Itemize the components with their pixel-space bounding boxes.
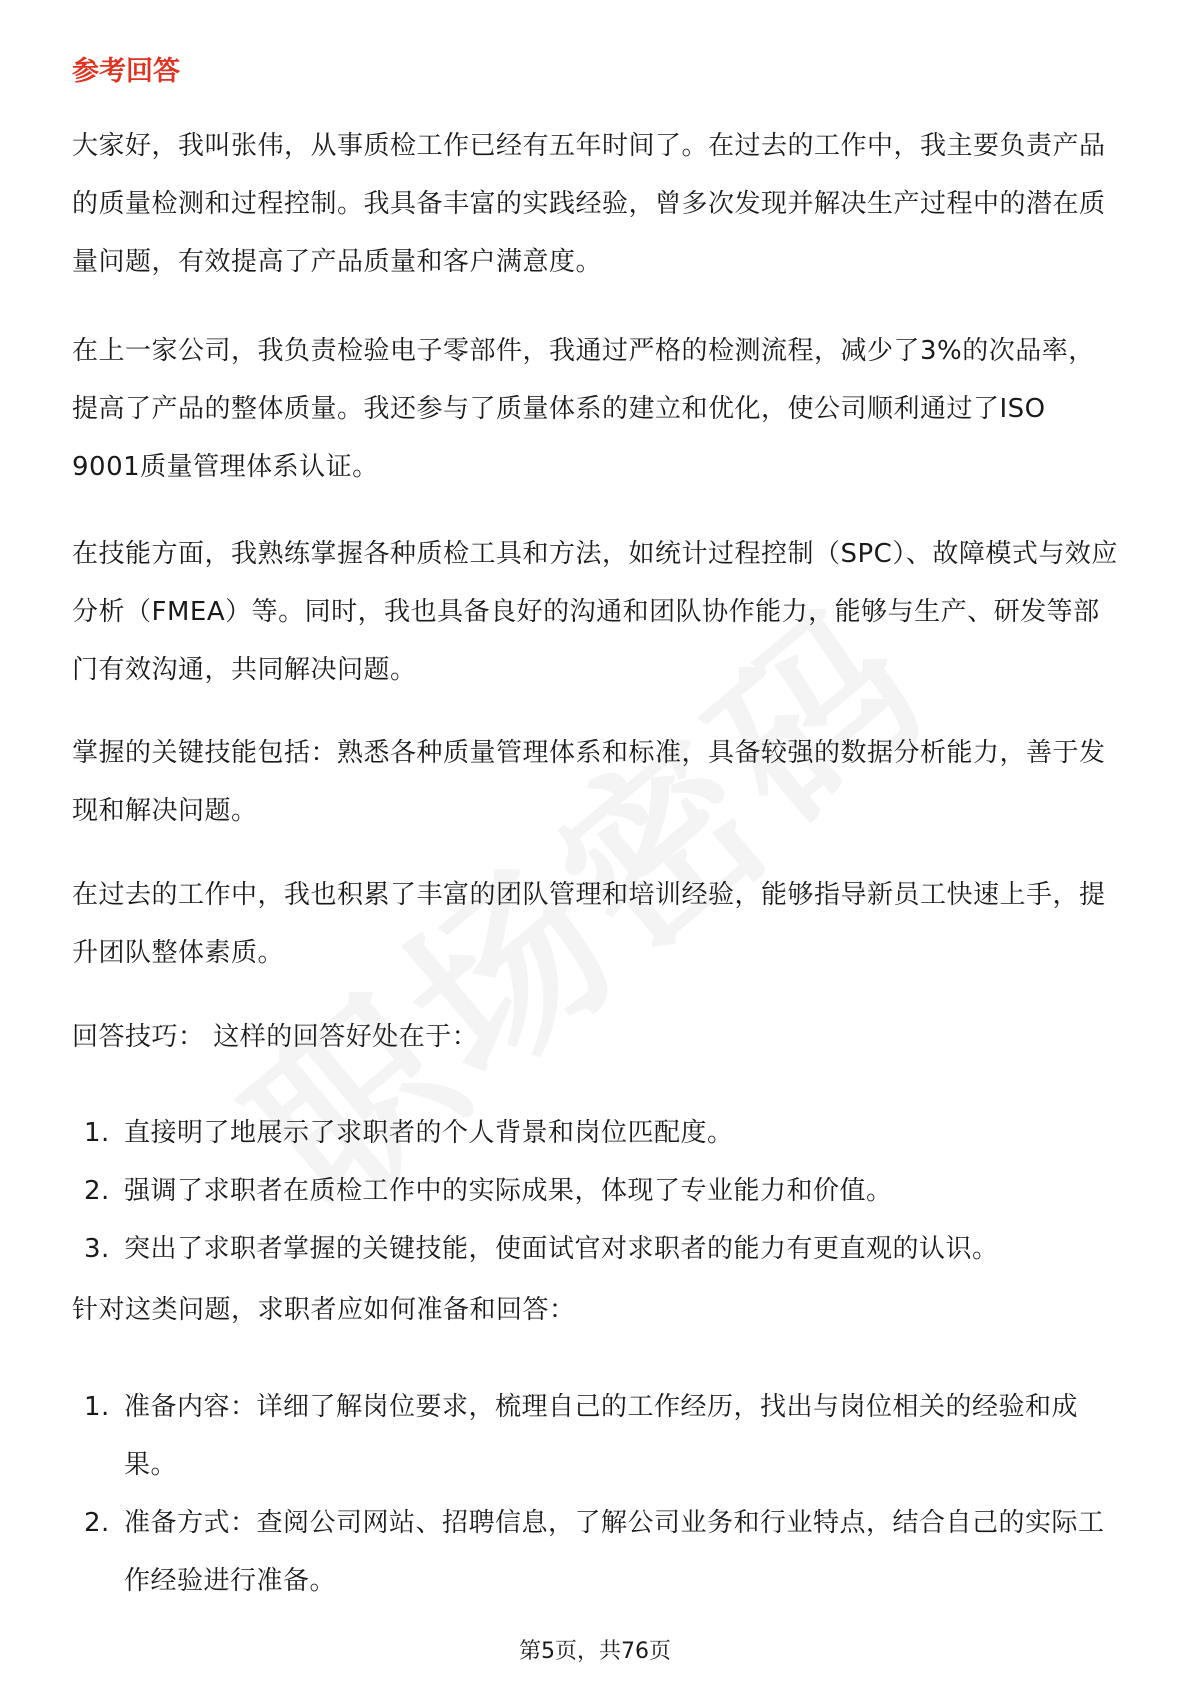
list-item [72, 1104, 1120, 1162]
page-footer: 第5页，共76页 [519, 1639, 671, 1664]
list-text: 准备内容：详细了解岗位要求，梳理自己的工作经历，找出与岗位相关的经验和成果。 [124, 1392, 1079, 1480]
paragraph-prep-heading: 针对这类问题，求职者应如何准备和回答： [72, 1295, 576, 1325]
paragraph-team: 在过去的工作中，我也积累了丰富的团队管理和培训经验，能够指导新员工快速上手，提升团队整体素质。 [72, 880, 1106, 968]
list-item [72, 1162, 1120, 1220]
list-text: 强调了求职者在质检工作中的实际成果，体现了专业能力和价值。 [124, 1176, 893, 1206]
list-text: 突出了求职者掌握的关键技能，使面试官对求职者的能力有更直观的认识。 [124, 1234, 999, 1264]
list-item [72, 1220, 1120, 1278]
list-number: 1. [84, 1118, 110, 1148]
paragraph-experience: 在上一家公司，我负责检验电子零部件，我通过严格的检测流程，减少了3%的次品率，提高了产品的整体质量。我还参与了质量体系的建立和优化，使公司顺利通过了ISO 9001质量管理体系认证。 [72, 336, 1095, 482]
section-title: 参考回答 [72, 56, 180, 87]
paragraph-tips-heading: 回答技巧： 这样的回答好处在于： [72, 1022, 479, 1052]
list-number: 3. [84, 1234, 110, 1264]
prep-list [72, 1378, 1120, 1610]
list-item [72, 1378, 1120, 1494]
paragraph-key-skills: 掌握的关键技能包括：熟悉各种质量管理体系和标准，具备较强的数据分析能力，善于发现和解决问题。 [72, 738, 1106, 826]
list-text: 准备方式：查阅公司网站、招聘信息，了解公司业务和行业特点，结合自己的实际工作经验进行准备。 [124, 1508, 1105, 1596]
list-text: 直接明了地展示了求职者的个人背景和岗位匹配度。 [124, 1118, 734, 1148]
list-number: 1. [84, 1392, 110, 1422]
tips-list [72, 1104, 1120, 1278]
list-number: 2. [84, 1176, 110, 1206]
paragraph-skills: 在技能方面，我熟练掌握各种质检工具和方法，如统计过程控制（SPC）、故障模式与效应分析（FMEA）等。同时，我也具备良好的沟通和团队协作能力，能够与生产、研发等部门有效沟通，共同解决问题。 [72, 539, 1118, 685]
paragraph-intro: 大家好，我叫张伟，从事质检工作已经有五年时间了。在过去的工作中，我主要负责产品的质量检测和过程控制。我具备丰富的实践经验，曾多次发现并解决生产过程中的潜在质量问题，有效提高了产品质量和客户满意度。 [72, 131, 1106, 277]
list-number: 2. [84, 1508, 110, 1538]
list-item [72, 1494, 1120, 1610]
